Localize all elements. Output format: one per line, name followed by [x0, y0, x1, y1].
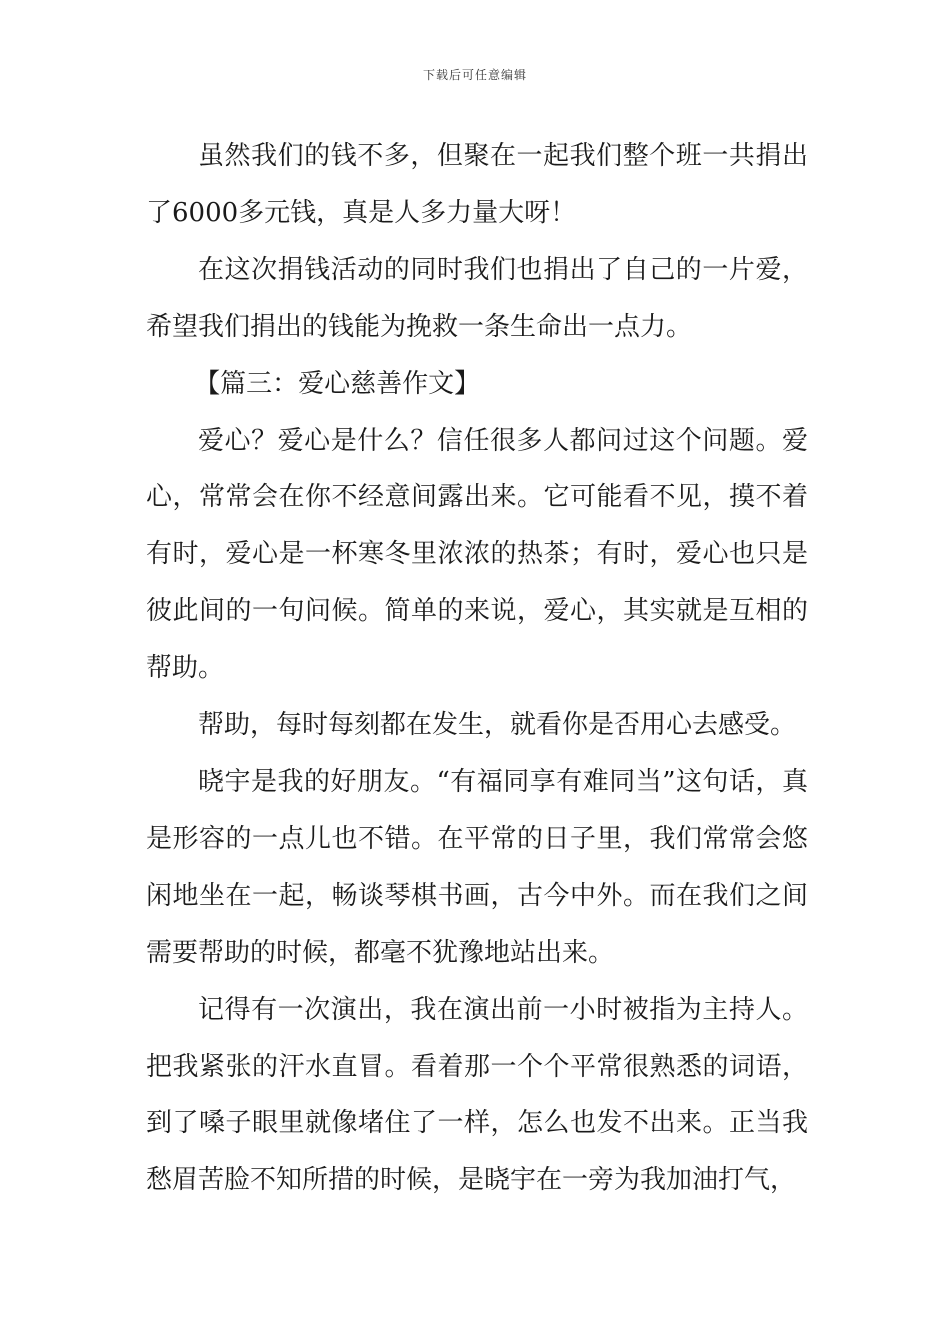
- section-title: 【篇三：爱心慈善作文】: [194, 368, 481, 399]
- paragraph-friend-xiaoyu: 晓宇是我的好朋友。“有福同享有难同当”这句话，真是形容的一点儿也不错。在平常的日子里，我们常常会悠闲地坐在一起，畅谈琴棋书画，古今中外。而在我们之间需要帮助的时候，都毫不犹豫地站出来。: [146, 766, 808, 968]
- page-header: 下载后可任意编辑: [422, 68, 527, 82]
- paragraph-donation-love: 在这次捐钱活动的同时我们也捐出了自己的一片爱，希望我们捐出的钱能为挽救一条生命出一点力。: [146, 254, 808, 342]
- paragraph-help-everywhere: 帮助，每时每刻都在发生，就看你是否用心去感受。: [198, 710, 797, 741]
- paragraph-donation-total: 虽然我们的钱不多，但聚在一起我们整个班一共捐出了6000多元钱，真是人多力量大呀！: [146, 141, 808, 228]
- paragraph-performance: 记得有一次演出，我在演出前一小时被指为主持人。把我紧张的汗水直冒。看着那一个个平常很熟悉的词语，到了嗓子眼里就像堵住了一样，怎么也发不出来。正当我愁眉苦脸不知所措的时候，是晓宇在一旁为我加油打气，: [146, 994, 808, 1196]
- paragraph-what-is-love: 爱心？爱心是什么？信任很多人都问过这个问题。爱心，常常会在你不经意间露出来。它可能看不见，摸不着有时，爱心是一杯寒冬里浓浓的热茶；有时，爱心也只是彼此间的一句问候。简单的来说，爱心，其实就是互相的帮助。: [146, 425, 808, 684]
- document-body: [146, 128, 808, 1209]
